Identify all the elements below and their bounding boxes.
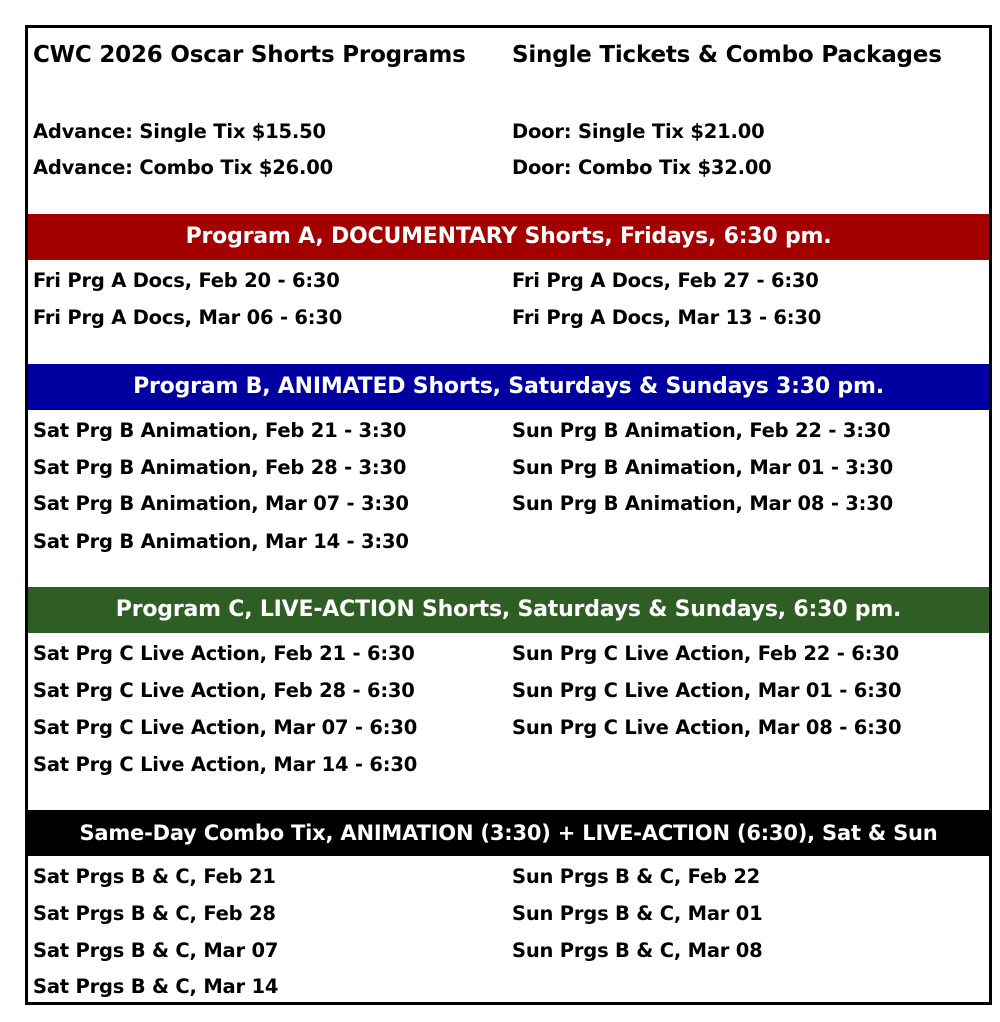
door-combo-price: Door: Combo Tix $32.00	[512, 156, 772, 179]
list-item[interactable]: Sat Prg B Animation, Feb 21 - 3:30	[33, 419, 407, 442]
schedule-frame	[25, 25, 992, 1005]
advance-combo-price: Advance: Combo Tix $26.00	[33, 156, 333, 179]
list-item[interactable]: Sun Prgs B & C, Mar 08	[512, 939, 763, 962]
program-a-header: Program A, DOCUMENTARY Shorts, Fridays, 6:30 pm.	[28, 214, 989, 260]
list-item[interactable]: Sat Prgs B & C, Mar 07	[33, 939, 279, 962]
door-single-price: Door: Single Tix $21.00	[512, 120, 765, 143]
list-item[interactable]: Sun Prg B Animation, Mar 01 - 3:30	[512, 456, 894, 479]
list-item[interactable]: Sun Prg C Live Action, Mar 08 - 6:30	[512, 716, 902, 739]
list-item[interactable]: Sat Prg C Live Action, Feb 21 - 6:30	[33, 642, 415, 665]
list-item[interactable]: Fri Prg A Docs, Mar 13 - 6:30	[512, 306, 822, 329]
list-item[interactable]: Sat Prg B Animation, Feb 28 - 3:30	[33, 456, 407, 479]
pricing-title: Single Tickets & Combo Packages	[512, 42, 942, 68]
list-item[interactable]: Fri Prg A Docs, Feb 27 - 6:30	[512, 269, 819, 292]
list-item[interactable]: Sun Prg B Animation, Mar 08 - 3:30	[512, 492, 894, 515]
list-item[interactable]: Sat Prg B Animation, Mar 14 - 3:30	[33, 530, 409, 553]
list-item[interactable]: Sat Prgs B & C, Mar 14	[33, 975, 279, 998]
list-item[interactable]: Sat Prgs B & C, Feb 21	[33, 865, 276, 888]
list-item[interactable]: Sat Prg C Live Action, Feb 28 - 6:30	[33, 679, 415, 702]
list-item[interactable]: Sun Prg C Live Action, Mar 01 - 6:30	[512, 679, 902, 702]
advance-single-price: Advance: Single Tix $15.50	[33, 120, 326, 143]
list-item[interactable]: Sun Prg B Animation, Feb 22 - 3:30	[512, 419, 891, 442]
list-item[interactable]: Sun Prgs B & C, Feb 22	[512, 865, 761, 888]
combo-header: Same-Day Combo Tix, ANIMATION (3:30) + LIVE-ACTION (6:30), Sat & Sun	[28, 810, 989, 856]
list-item[interactable]: Sun Prgs B & C, Mar 01	[512, 902, 763, 925]
program-c-header: Program C, LIVE-ACTION Shorts, Saturdays & Sundays, 6:30 pm.	[28, 587, 989, 633]
program-b-header: Program B, ANIMATED Shorts, Saturdays & Sundays 3:30 pm.	[28, 364, 989, 410]
page-title: CWC 2026 Oscar Shorts Programs	[33, 42, 466, 68]
list-item[interactable]: Sun Prg C Live Action, Feb 22 - 6:30	[512, 642, 899, 665]
list-item[interactable]: Fri Prg A Docs, Feb 20 - 6:30	[33, 269, 340, 292]
list-item[interactable]: Sat Prg C Live Action, Mar 14 - 6:30	[33, 753, 418, 776]
list-item[interactable]: Fri Prg A Docs, Mar 06 - 6:30	[33, 306, 343, 329]
list-item[interactable]: Sat Prg B Animation, Mar 07 - 3:30	[33, 492, 409, 515]
list-item[interactable]: Sat Prg C Live Action, Mar 07 - 6:30	[33, 716, 418, 739]
list-item[interactable]: Sat Prgs B & C, Feb 28	[33, 902, 276, 925]
